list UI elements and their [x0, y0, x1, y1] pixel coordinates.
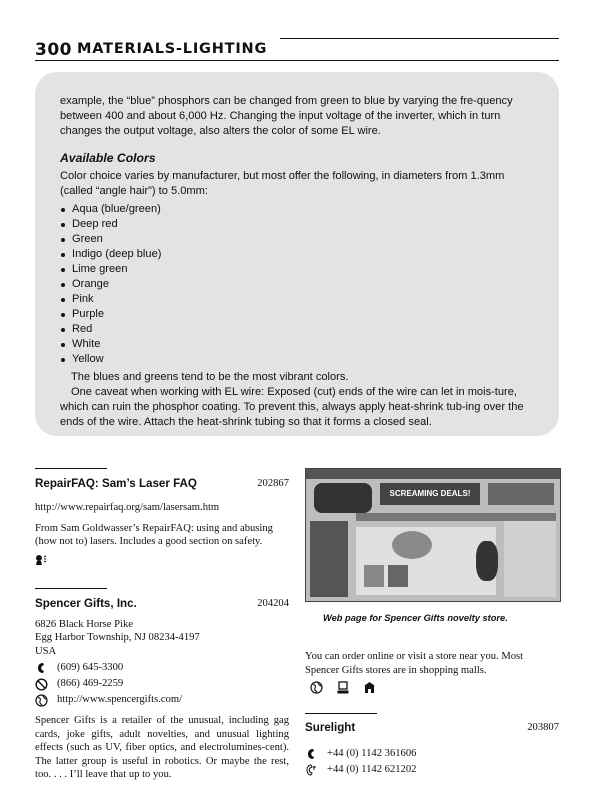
phone-icon — [35, 662, 48, 675]
phone-icon — [305, 748, 318, 761]
header-top-rule — [280, 38, 559, 39]
screenshot-banner: SCREAMING DEALS! — [380, 483, 480, 505]
entry-rule — [305, 713, 377, 714]
left-column — [35, 468, 289, 782]
entry-title: Surelight — [305, 721, 356, 734]
speaker-icon — [35, 553, 289, 567]
surelight-phone: +44 (0) 1142 361606 — [327, 748, 417, 760]
entry-id: 203807 — [527, 722, 559, 733]
sidebar-lead: Color choice varies by manufacturer, but most offer the following, in diameters from 1.3mm (called “angle hair”) to 5.0mm: — [60, 170, 505, 197]
globe-icon — [310, 681, 323, 699]
spencer-web-row — [35, 692, 289, 708]
list-item: Green — [60, 232, 540, 247]
spencer-description: Spencer Gifts is a retailer of the unusual, including gag cards, joke gifts, adult novelties, and unusual lighting effects (such as UV, fiber optics, and electrolumines-cent). The latter group is useful in robotics. Or maybe the rest, too. . . . I’ll leave that up to you. — [35, 715, 289, 780]
entry-id: 202867 — [257, 478, 289, 489]
list-item: Purple — [60, 307, 540, 322]
figure-caption: Web page for Spencer Gifts novelty store. — [323, 613, 508, 623]
sidebar-intro: example, the “blue” phosphors can be changed from green to blue by varying the fre-quency between 400 and about 6,000 Hz. Changing the input voltage of the inverter, which in turn changes the output voltage, also alters the color of some EL wire. — [60, 95, 513, 137]
spencer-fax-row — [35, 676, 289, 692]
list-item: Lime green — [60, 262, 540, 277]
running-header — [35, 40, 559, 61]
entry-rule — [35, 468, 107, 469]
spencer-phone-row — [35, 660, 289, 676]
list-item: Deep red — [60, 217, 540, 232]
repairfaq-description: From Sam Goldwasser’s RepairFAQ: using and abusing (how not to) lasers. Includes a good section on safety. — [35, 522, 273, 547]
surelight-fax-row — [305, 762, 559, 778]
page-number: 300 — [35, 40, 72, 60]
entry-id: 204204 — [257, 597, 289, 609]
entry-rule — [35, 588, 107, 589]
address-line: Egg Harbor Township, NJ 08234-4197 — [35, 632, 200, 643]
list-item: White — [60, 337, 540, 352]
sidebar-closing-1: The blues and greens tend to be the most vibrant colors. — [71, 371, 349, 383]
list-item: Aqua (blue/green) — [60, 202, 540, 217]
globe-icon — [35, 694, 48, 707]
spencer-fax: (866) 469-2259 — [57, 678, 124, 690]
spencer-web-screenshot — [305, 468, 561, 602]
section-title: MATERIALS-LIGHTING — [77, 41, 268, 57]
list-item: Orange — [60, 277, 540, 292]
repairfaq-url[interactable]: http://www.repairfaq.org/sam/lasersam.htm — [35, 502, 220, 513]
entry-header-repairfaq — [35, 474, 289, 492]
list-item: Pink — [60, 292, 540, 307]
spencer-phone: (609) 645-3300 — [57, 662, 124, 674]
entry-title: Spencer Gifts, Inc. — [35, 596, 137, 610]
list-item: Indigo (deep blue) — [60, 247, 540, 262]
spencer-store-note: You can order online or visit a store near you. Most Spencer Gifts stores are in shopping malls. — [305, 651, 524, 676]
spencer-icons — [310, 681, 376, 699]
el-wire-sidebar — [35, 72, 559, 436]
list-item: Red — [60, 322, 540, 337]
storefront-icon — [363, 681, 376, 699]
surelight-phone-row — [305, 746, 559, 762]
sidebar-closing-2: One caveat when working with EL wire: Exposed (cut) ends of the wire can let in mois-ture, which can ruin the phosphor coating. To prevent this, always apply heat-shrink tub-ing over the ends of the wire. Attach the heat-shrink tubing so that it forms a closed seal. — [60, 386, 524, 428]
sidebar-heading: Available Colors — [60, 151, 156, 165]
fax-icon — [305, 764, 318, 777]
address-line: 6826 Black Horse Pike — [35, 618, 133, 630]
entry-header-surelight — [305, 718, 559, 736]
spencer-address — [35, 618, 289, 659]
surelight-fax: +44 (0) 1142 621202 — [327, 764, 417, 776]
no-fax-icon — [35, 678, 48, 691]
list-item: Yellow — [60, 352, 540, 367]
spencer-web[interactable]: http://www.spencergifts.com/ — [57, 694, 183, 706]
computer-icon — [337, 681, 349, 699]
address-line: USA — [35, 645, 57, 657]
entry-title: RepairFAQ: Sam’s Laser FAQ — [35, 477, 197, 490]
color-list — [60, 202, 540, 367]
entry-header-spencer — [35, 594, 289, 612]
